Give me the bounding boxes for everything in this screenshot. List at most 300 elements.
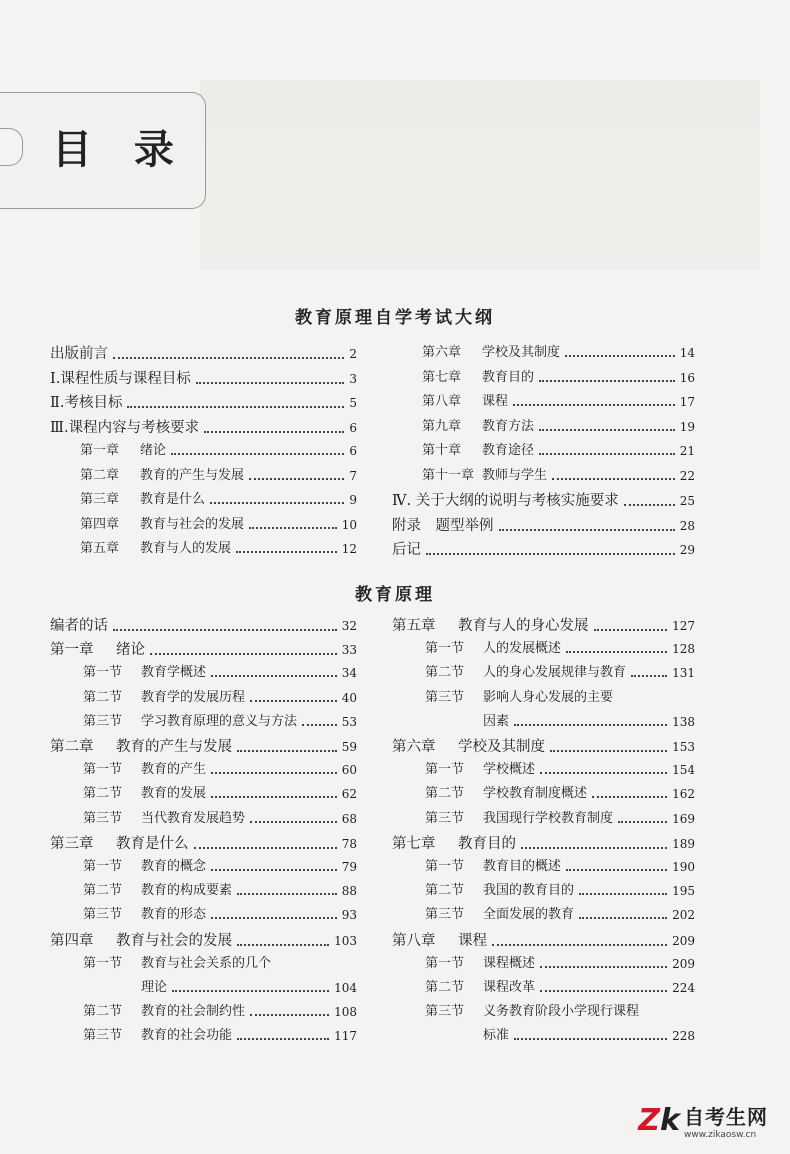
toc-entry-title: 当代教育发展趋势 xyxy=(141,810,246,826)
dot-leader xyxy=(540,990,667,992)
toc-entry-label xyxy=(80,541,231,557)
toc-entry-number: 第四章 xyxy=(50,932,94,949)
toc-page-number: 28 xyxy=(679,518,695,533)
toc-entry-label: 教育与社会关系的几个 xyxy=(141,955,272,971)
toc-page-number: 21 xyxy=(679,444,695,458)
toc-chapter-entry[interactable] xyxy=(392,932,695,950)
toc-page-number: 33 xyxy=(341,643,357,658)
toc-section-entry[interactable] xyxy=(83,1028,357,1044)
bleed-through-background xyxy=(200,80,760,270)
toc-entry-line1 xyxy=(425,1004,639,1020)
toc-page-number: 138 xyxy=(672,714,695,729)
toc-entry-title: 人的发展概述 xyxy=(483,641,562,657)
logo-url: www.zikaosw.cn xyxy=(684,1130,757,1140)
toc-entry-number: 第三节 xyxy=(425,907,465,923)
toc-entry-label xyxy=(80,468,244,484)
title-box-notch xyxy=(0,128,23,166)
dot-leader xyxy=(196,382,345,384)
toc-section-entry[interactable] xyxy=(483,1028,695,1044)
toc-entry-title: Ⅰ.课程性质与课程目标 xyxy=(50,370,191,387)
dot-leader xyxy=(618,821,667,823)
toc-entry-number: 第二节 xyxy=(83,1004,123,1020)
toc-entry-number: 第八章 xyxy=(392,932,436,949)
toc-page-number: 117 xyxy=(334,1029,357,1044)
toc-entry-title: 教育的产生 xyxy=(141,762,207,778)
toc-section-entry[interactable] xyxy=(425,641,695,657)
dot-leader xyxy=(127,406,344,408)
toc-entry-title: 教育与人的身心发展 xyxy=(458,618,589,634)
toc-entry-title: 教育学的发展历程 xyxy=(141,689,246,705)
toc-chapter-entry[interactable] xyxy=(50,932,357,950)
logo-mark: Zk xyxy=(638,1103,680,1138)
toc-section-entry[interactable] xyxy=(425,907,695,923)
dot-leader xyxy=(194,847,337,849)
dot-leader xyxy=(204,431,344,433)
toc-entry-label xyxy=(50,835,189,853)
toc-entry-label xyxy=(50,738,232,756)
dot-leader xyxy=(211,869,337,871)
toc-entry-title: 全面发展的教育 xyxy=(483,907,575,923)
toc-section-entry[interactable] xyxy=(422,443,695,459)
toc-section-entry[interactable] xyxy=(425,883,695,899)
toc-entry-number: 第二节 xyxy=(83,786,123,802)
toc-page-number: 195 xyxy=(672,884,695,899)
toc-page-number: 32 xyxy=(341,619,357,633)
toc-page-number: 62 xyxy=(341,787,357,802)
dot-leader xyxy=(492,944,667,946)
dot-leader xyxy=(113,357,344,359)
site-logo xyxy=(638,1101,768,1140)
toc-page-number: 103 xyxy=(334,933,357,948)
toc-page-number: 224 xyxy=(672,981,695,995)
dot-leader xyxy=(113,629,337,631)
toc-entry-label xyxy=(422,443,534,459)
dot-leader xyxy=(631,675,667,677)
toc-entry-number: 第二节 xyxy=(425,786,465,802)
toc-entry-number: 第一章 xyxy=(50,642,94,659)
dot-leader xyxy=(249,527,337,529)
toc-entry-label xyxy=(50,932,232,950)
toc-entry-label xyxy=(392,617,589,635)
toc-page-number: 162 xyxy=(672,787,695,802)
toc-section-entry[interactable] xyxy=(83,907,357,923)
toc-section-entry[interactable] xyxy=(80,468,357,484)
dot-leader xyxy=(594,629,668,631)
toc-page-number: 104 xyxy=(334,981,357,995)
toc-entry-label xyxy=(422,394,508,410)
toc-entry-label xyxy=(422,370,534,386)
toc-entry-title: 我国现行学校教育制度 xyxy=(483,810,614,826)
toc-entry-label xyxy=(83,714,297,730)
section-heading-syllabus: 教育原理自学考试大纲 xyxy=(295,308,495,328)
toc-entry-number: 第三章 xyxy=(50,835,94,852)
toc-entry-title: Ⅱ.考核目标 xyxy=(50,395,123,411)
toc-section-entry[interactable] xyxy=(83,762,357,778)
toc-page-number: 9 xyxy=(349,493,357,507)
toc-chapter-entry[interactable] xyxy=(50,835,357,853)
toc-entry-title: 编者的话 xyxy=(50,618,108,634)
toc-entry-label xyxy=(425,762,535,778)
toc-entry-title: 后记 xyxy=(392,542,421,558)
dot-leader xyxy=(521,847,667,849)
toc-entry-title: 人的身心发展规律与教育 xyxy=(483,665,627,681)
toc-entry-label xyxy=(80,517,244,533)
toc-chapter-entry[interactable] xyxy=(50,641,357,659)
toc-entry-number: 第六章 xyxy=(392,739,436,755)
toc-chapter-entry[interactable] xyxy=(50,617,357,635)
toc-entry-number: 第二节 xyxy=(83,689,123,705)
toc-section-entry[interactable] xyxy=(425,811,695,827)
dot-leader xyxy=(211,917,337,919)
dot-leader xyxy=(211,675,337,677)
toc-entry-label xyxy=(425,786,587,802)
dot-leader xyxy=(550,750,667,752)
toc-entry-number: 第三节 xyxy=(425,1004,465,1020)
toc-page-number: 131 xyxy=(672,666,695,681)
toc-section-entry[interactable] xyxy=(83,883,357,899)
toc-chapter-entry[interactable] xyxy=(392,617,695,635)
toc-section-entry[interactable] xyxy=(141,980,357,996)
dot-leader xyxy=(513,404,675,406)
toc-page-number: 40 xyxy=(341,690,357,705)
page-title: 目 录 xyxy=(52,126,188,173)
toc-page-number: 6 xyxy=(349,444,357,458)
toc-entry-title: 学校及其制度 xyxy=(482,345,561,360)
toc-entry-title: 教育是什么 xyxy=(140,492,206,507)
toc-entry-label xyxy=(425,641,561,657)
toc-section-entry[interactable] xyxy=(80,492,357,508)
toc-entry-title: 教育途径 xyxy=(482,443,535,458)
toc-entry-label xyxy=(425,665,626,681)
toc-entry-label xyxy=(425,883,574,899)
toc-section-entry[interactable] xyxy=(422,394,695,410)
toc-entry-label xyxy=(83,907,206,923)
toc-entry-number: 第一章 xyxy=(80,443,120,458)
toc-page-number: 29 xyxy=(679,543,695,557)
toc-entry-title: 学习教育原理的意义与方法 xyxy=(141,713,298,729)
dot-leader xyxy=(539,429,675,431)
dot-leader xyxy=(566,651,667,653)
toc-entry-title: 学校教育制度概述 xyxy=(483,786,588,802)
dot-leader xyxy=(539,453,675,455)
dot-leader xyxy=(250,1014,329,1016)
toc-entry-number: 第一节 xyxy=(83,955,123,971)
toc-page-number: 127 xyxy=(672,619,695,633)
toc-entry-title: 教师与学生 xyxy=(482,467,548,483)
toc-entry-number: 第二节 xyxy=(83,883,123,899)
dot-leader xyxy=(237,750,337,752)
toc-entry-label xyxy=(80,443,166,459)
dot-leader xyxy=(236,551,337,553)
toc-section-entry[interactable] xyxy=(425,786,695,802)
toc-page-number: 209 xyxy=(672,956,695,971)
toc-chapter-entry[interactable] xyxy=(50,394,357,412)
toc-page-number: 19 xyxy=(679,419,695,434)
dot-leader xyxy=(172,990,329,992)
toc-entry-label xyxy=(80,492,205,508)
toc-entry-label xyxy=(50,370,191,388)
toc-entry-number: 第六章 xyxy=(422,345,462,360)
toc-chapter-entry[interactable] xyxy=(392,541,695,559)
toc-page-number: 2 xyxy=(349,347,357,361)
toc-entry-number: 第二章 xyxy=(50,739,94,755)
toc-entry-label xyxy=(425,859,561,875)
toc-entry-label xyxy=(83,811,245,827)
toc-page-number: 6 xyxy=(349,420,357,435)
toc-entry-number: 第一节 xyxy=(425,762,465,778)
toc-section-entry[interactable] xyxy=(83,690,357,706)
toc-entry-title: 我国的教育目的 xyxy=(483,883,575,899)
toc-page-number: 10 xyxy=(341,517,357,532)
toc-entry-label xyxy=(50,641,145,659)
toc-section-entry[interactable] xyxy=(80,443,357,459)
toc-entry-label xyxy=(425,956,535,972)
toc-entry-label xyxy=(83,665,206,681)
toc-entry-label xyxy=(83,690,245,706)
toc-section-entry[interactable] xyxy=(425,859,695,875)
toc-entry-label: 影响人身心发展的主要 xyxy=(483,689,614,705)
toc-entry-label: 义务教育阶段小学现行课程 xyxy=(483,1004,640,1020)
toc-entry-number: 第三节 xyxy=(83,713,123,729)
toc-page-number: 189 xyxy=(672,836,695,851)
toc-entry-title: 出版前言 xyxy=(50,346,108,362)
dot-leader xyxy=(579,917,667,919)
toc-entry-number: 第二章 xyxy=(80,467,120,483)
toc-page-number: 228 xyxy=(672,1029,695,1044)
dot-leader xyxy=(565,355,675,357)
toc-entry-number: 第十章 xyxy=(422,443,462,458)
toc-entry-title: 教育的构成要素 xyxy=(141,883,233,899)
toc-entry-title: 教育与社会的发展 xyxy=(140,516,245,532)
toc-page-number: 25 xyxy=(679,494,695,508)
toc-entry-label xyxy=(83,1028,232,1044)
toc-page-number: 202 xyxy=(672,908,695,923)
dot-leader xyxy=(592,796,667,798)
toc-section-entry[interactable] xyxy=(425,762,695,778)
toc-page-number: 154 xyxy=(672,763,695,778)
toc-entry-label-cont: 理论 xyxy=(141,980,168,995)
toc-chapter-entry[interactable] xyxy=(50,370,357,388)
toc-chapter-entry[interactable] xyxy=(392,738,695,756)
toc-page-number: 79 xyxy=(341,860,357,874)
toc-entry-title: 教育的社会功能 xyxy=(141,1028,233,1044)
toc-entry-number: 第七章 xyxy=(392,835,436,852)
toc-entry-label xyxy=(50,617,108,635)
toc-section-entry[interactable] xyxy=(425,956,695,972)
toc-section-entry[interactable] xyxy=(83,811,357,827)
toc-page-number: 12 xyxy=(341,542,357,556)
toc-entry-title: 教育目的概述 xyxy=(483,859,562,874)
toc-entry-label xyxy=(392,517,494,535)
toc-page-number: 93 xyxy=(341,908,357,923)
toc-section-entry[interactable] xyxy=(425,665,695,681)
toc-entry-number: 第二节 xyxy=(425,980,465,995)
dot-leader xyxy=(150,653,337,655)
toc-entry-title: 教育的发展 xyxy=(141,786,207,802)
toc-section-entry[interactable] xyxy=(422,468,695,484)
toc-entry-number: 第三节 xyxy=(83,1028,123,1044)
toc-page-number: 7 xyxy=(349,468,357,483)
toc-page-number: 53 xyxy=(341,714,357,729)
toc-page-number: 88 xyxy=(341,884,357,899)
toc-entry-title: 教育的形态 xyxy=(141,907,207,923)
dot-leader xyxy=(249,478,344,480)
toc-section-entry[interactable] xyxy=(425,980,695,996)
toc-entry-title: 教育目的 xyxy=(482,369,535,385)
toc-entry-line1 xyxy=(83,956,271,972)
toc-page-number: 108 xyxy=(334,1005,357,1020)
toc-page-number: 5 xyxy=(349,396,357,410)
toc-entry-title: 教育的社会制约性 xyxy=(141,1004,246,1020)
toc-entry-number: 第一节 xyxy=(83,665,123,681)
toc-entry-title: 教育的概念 xyxy=(141,859,207,874)
dot-leader xyxy=(211,772,337,774)
dot-leader xyxy=(250,821,337,823)
toc-entry-label xyxy=(392,738,545,756)
toc-entry-number: 第八章 xyxy=(422,394,462,409)
toc-section-entry[interactable] xyxy=(483,714,695,730)
toc-page-number: 209 xyxy=(672,933,695,948)
toc-entry-label xyxy=(425,980,535,996)
dot-leader xyxy=(171,453,344,455)
toc-entry-label xyxy=(83,1004,245,1020)
toc-page-number: 16 xyxy=(679,370,695,385)
toc-entry-title: 课程 xyxy=(482,394,509,409)
toc-section-entry[interactable] xyxy=(80,541,357,557)
toc-entry-label xyxy=(83,859,206,875)
toc-page-number: 59 xyxy=(341,740,357,754)
toc-entry-number: 第一节 xyxy=(425,955,465,971)
toc-section-entry[interactable] xyxy=(83,859,357,875)
toc-page-number: 3 xyxy=(349,371,357,386)
toc-page-number: 14 xyxy=(679,346,695,360)
toc-entry-number: 第七章 xyxy=(422,369,462,385)
dot-leader xyxy=(539,380,675,382)
toc-chapter-entry[interactable] xyxy=(392,835,695,853)
toc-chapter-entry[interactable] xyxy=(50,419,357,437)
toc-entry-title: 教育的产生与发展 xyxy=(116,739,232,755)
toc-entry-number: 第一节 xyxy=(425,859,465,874)
toc-chapter-entry[interactable] xyxy=(50,345,357,363)
toc-entry-title: 绪论 xyxy=(140,443,167,458)
dot-leader xyxy=(210,502,344,504)
toc-entry-title: 课程改革 xyxy=(483,980,536,995)
toc-entry-title: 绪论 xyxy=(116,642,145,659)
toc-entry-number: 第三节 xyxy=(425,689,465,705)
toc-entry-title: 教育方法 xyxy=(482,418,535,434)
toc-page-number: 190 xyxy=(672,860,695,874)
toc-entry-label-cont: 标准 xyxy=(483,1028,510,1044)
toc-entry-number: 第三节 xyxy=(425,810,465,826)
toc-entry-title: 教育是什么 xyxy=(116,835,189,852)
toc-entry-label xyxy=(422,468,547,484)
toc-entry-title: 学校及其制度 xyxy=(458,739,545,755)
toc-entry-label xyxy=(50,394,122,412)
dot-leader xyxy=(426,553,675,555)
toc-entry-number: 第九章 xyxy=(422,418,462,434)
toc-page-number: 153 xyxy=(672,740,695,754)
dot-leader xyxy=(540,966,667,968)
toc-entry-title: 课程 xyxy=(458,932,487,949)
toc-entry-label xyxy=(50,345,108,363)
toc-entry-title: 教育目的 xyxy=(458,835,516,852)
dot-leader xyxy=(552,478,675,480)
toc-entry-title: 教育学概述 xyxy=(141,665,207,681)
toc-page-number: 68 xyxy=(341,811,357,826)
toc-entry-label xyxy=(422,345,560,361)
dot-leader xyxy=(624,504,675,506)
toc-section-entry[interactable] xyxy=(83,786,357,802)
section-heading-textbook: 教育原理 xyxy=(355,585,435,605)
toc-entry-label xyxy=(422,419,534,435)
toc-entry-label xyxy=(392,541,421,559)
dot-leader xyxy=(237,944,329,946)
toc-entry-title: 课程概述 xyxy=(483,955,536,971)
toc-section-entry[interactable] xyxy=(422,345,695,361)
toc-section-entry[interactable] xyxy=(83,665,357,681)
toc-entry-label xyxy=(392,932,487,950)
toc-entry-number: 第十一章 xyxy=(422,467,475,483)
toc-entry-number: 第二节 xyxy=(425,665,465,681)
toc-chapter-entry[interactable] xyxy=(392,517,695,535)
toc-entry-number: 第三节 xyxy=(83,907,123,923)
toc-entry-title: Ⅲ.课程内容与考核要求 xyxy=(50,419,200,436)
toc-section-entry[interactable] xyxy=(422,419,695,435)
dot-leader xyxy=(579,893,667,895)
toc-entry-label xyxy=(425,907,574,923)
toc-entry-label xyxy=(50,419,199,437)
toc-entry-label xyxy=(425,811,613,827)
toc-entry-title: 附录 题型举例 xyxy=(392,517,494,534)
toc-page-number: 169 xyxy=(672,811,695,826)
logo-name: 自考生网 xyxy=(684,1105,768,1129)
toc-entry-number: 第二节 xyxy=(425,883,465,899)
toc-entry-title: 教育的产生与发展 xyxy=(140,467,245,483)
toc-entry-number: 第三节 xyxy=(83,810,123,826)
toc-page-number: 60 xyxy=(341,763,357,778)
toc-entry-label xyxy=(392,835,516,853)
toc-entry-title: 教育与社会的发展 xyxy=(116,932,232,949)
toc-page-number: 34 xyxy=(341,666,357,681)
toc-entry-number: 第五章 xyxy=(80,541,120,556)
toc-entry-number: 第一节 xyxy=(83,762,123,778)
toc-chapter-entry[interactable] xyxy=(392,492,695,510)
toc-entry-number: 第一节 xyxy=(83,859,123,874)
dot-leader xyxy=(237,1038,329,1040)
dot-leader xyxy=(211,796,337,798)
dot-leader xyxy=(237,893,337,895)
toc-entry-number: 第五章 xyxy=(392,618,436,634)
dot-leader xyxy=(250,700,337,702)
toc-section-entry[interactable] xyxy=(80,517,357,533)
toc-entry-label-cont: 因素 xyxy=(483,713,510,729)
toc-chapter-entry[interactable] xyxy=(50,738,357,756)
toc-entry-title: 教育与人的发展 xyxy=(140,541,232,556)
toc-page-number: 78 xyxy=(341,836,357,851)
toc-entry-title: 学校概述 xyxy=(483,762,536,778)
toc-section-entry[interactable] xyxy=(83,714,357,730)
toc-page-number: 128 xyxy=(672,642,695,657)
toc-entry-number: 第一节 xyxy=(425,641,465,657)
toc-section-entry[interactable] xyxy=(422,370,695,386)
toc-entry-label xyxy=(83,762,206,778)
dot-leader xyxy=(540,772,667,774)
toc-entry-line1 xyxy=(425,690,613,706)
toc-entry-title: Ⅳ. 关于大纲的说明与考核实施要求 xyxy=(392,493,619,509)
dot-leader xyxy=(499,529,675,531)
toc-page-number: 17 xyxy=(679,395,695,409)
toc-section-entry[interactable] xyxy=(83,1004,357,1020)
